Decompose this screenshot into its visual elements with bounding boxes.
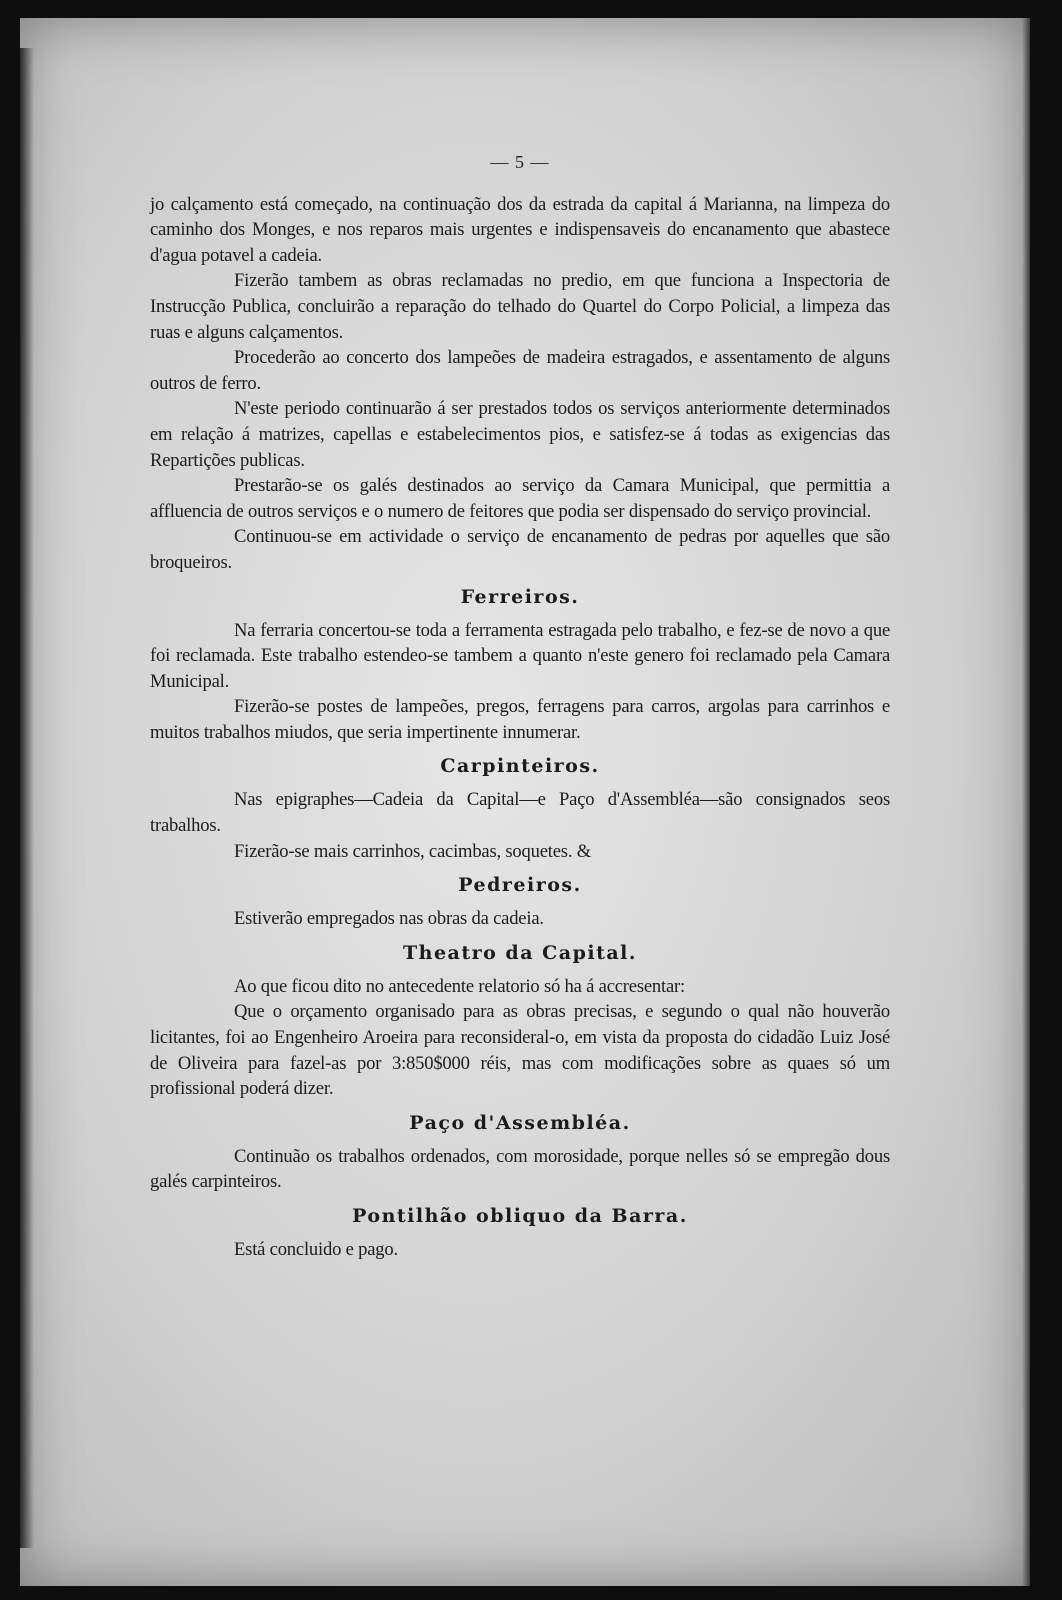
- page-shadow-left: [20, 48, 34, 1548]
- page-content: [150, 150, 890, 1263]
- paragraph: jo calçamento está começado, na continuação dos da estrada da capital á Marianna, na limpeza do caminho dos Monges, e nos reparos mais urgentes e indispensaveis do encanamento que abastece d'agua potavel a cadeia.: [150, 193, 890, 266]
- section-heading-pontilhao: Pontilhão obliquo da Barra.: [352, 1205, 688, 1227]
- paragraph: Está concluido e pago.: [234, 1239, 398, 1260]
- paragraph: Ao que ficou dito no antecedente relatorio só ha á accresentar:: [234, 975, 686, 997]
- section-heading-paco-assemblea: Paço d'Assembléa.: [409, 1111, 631, 1134]
- paragraph: Que o orçamento organisado para as obras precisas, e segundo o qual não houverão licitantes, foi ao Engenheiro Aroeira para reconsideral-o, em vista da proposta do cidadão Luiz José de Oliveira para fazel-as por 3:850$000 réis, mas com modificações sobre as quaes só um profissional poderá dizer.: [150, 1001, 890, 1100]
- section-heading-theatro: Theatro da Capital.: [403, 941, 637, 964]
- paragraph: Continuão os trabalhos ordenados, com morosidade, porque nelles só se empregão dous galés carpinteiros.: [150, 1145, 890, 1193]
- paragraph: Fizerão tambem as obras reclamadas no predio, em que funciona a Inspectoria de Instrucção Publica, concluirão a reparação do telhado do Quartel do Corpo Policial, a limpeza das ruas e alguns calçamentos.: [150, 270, 890, 343]
- paragraph: Continuou-se em actividade o serviço de encanamento de pedras por aquelles que são broqueiros.: [150, 526, 890, 573]
- section-heading-pedreiros: Pedreiros.: [458, 874, 582, 897]
- section-heading-carpinteiros: Carpinteiros.: [440, 755, 600, 778]
- paragraph: Fizerão-se mais carrinhos, cacimbas, soquetes. &: [234, 840, 591, 862]
- paragraph: Fizerão-se postes de lampeões, pregos, ferragens para carros, argolas para carrinhos e muitos trabalhos miudos, que seria impertinente innumerar.: [150, 696, 890, 743]
- page-shadow-right: [1022, 18, 1030, 1586]
- page-number: — 5 —: [490, 152, 550, 172]
- paragraph: Procederão ao concerto dos lampeões de madeira estragados, e assentamento de alguns outros de ferro.: [150, 347, 890, 394]
- paragraph: Nas epigraphes—Cadeia da Capital—e Paço d'Assembléa—são consignados seos trabalhos.: [150, 789, 890, 837]
- paragraph: Estiverão empregados nas obras da cadeia.: [234, 908, 544, 930]
- section-heading-ferreiros: Ferreiros.: [460, 585, 580, 608]
- paragraph: Na ferraria concertou-se toda a ferramenta estragada pelo trabalho, e fez-se de novo a que foi reclamada. Este trabalho estendeo-se tambem a quanto n'este genero foi reclamado pela Camara Municipal.: [150, 619, 890, 692]
- paragraph: N'este periodo continuarão á ser prestados todos os serviços anteriormente determinados em relação á matrizes, capellas e estabelecimentos pios, e satisfez-se á todas as exigencias das Repartições publicas.: [150, 398, 890, 471]
- paragraph: Prestarão-se os galés destinados ao serviço da Camara Municipal, que permittia a affluencia de outros serviços e o numero de feitores que podia ser dispensado do serviço provincial.: [150, 475, 890, 522]
